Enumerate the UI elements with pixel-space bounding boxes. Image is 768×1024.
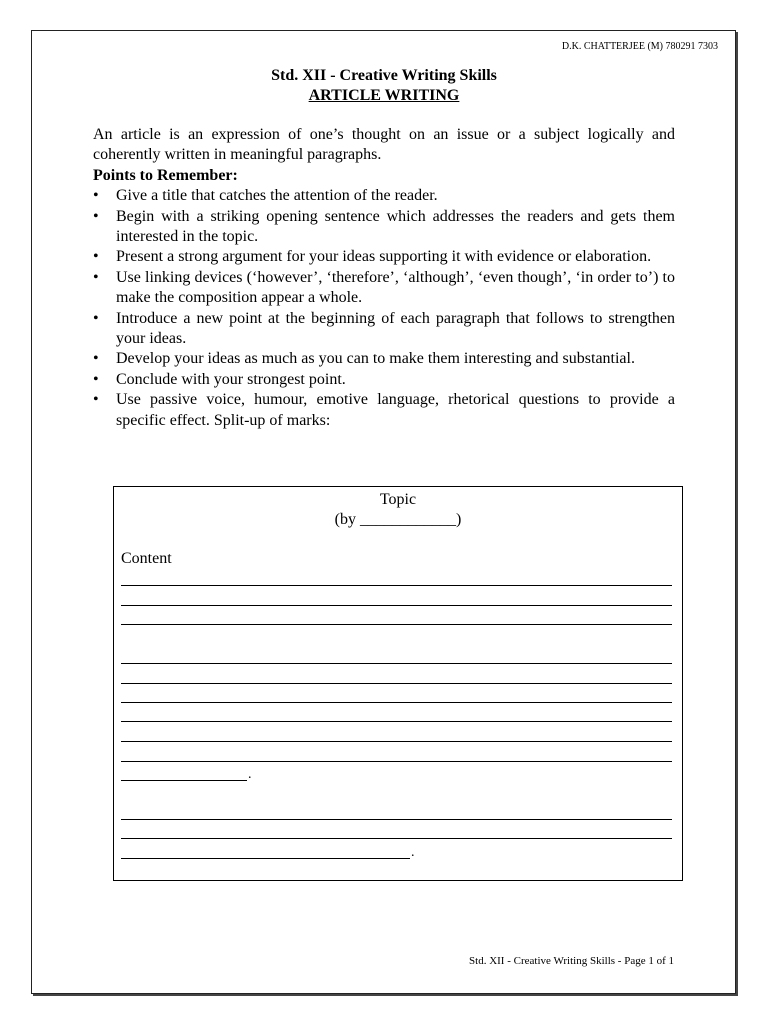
writing-line: [121, 683, 672, 684]
format-box: [113, 486, 683, 881]
writing-line: [121, 819, 672, 820]
page-footer: Std. XII - Creative Writing Skills - Page 1 of 1: [469, 955, 674, 967]
writing-line: [121, 780, 247, 781]
format-byline: (by ____________): [334, 511, 462, 528]
writing-line: [121, 761, 672, 762]
format-content-label: Content: [121, 550, 172, 567]
author-contact: D.K. CHATTERJEE (M) 780291 7303: [561, 41, 718, 52]
list-item: • Use passive voice, humour, emotive language, rhetorical questions to provide a specific effect. Split-up of marks:: [93, 390, 675, 431]
writing-line: [121, 721, 672, 722]
line-end-mark: .: [411, 845, 415, 860]
list-item: • Begin with a striking opening sentence which addresses the readers and gets them interested in the topic.: [93, 207, 675, 248]
list-item: • Present a strong argument for your ideas supporting it with evidence or elaboration.: [93, 247, 675, 267]
body-text: [93, 125, 675, 431]
writing-line: [121, 838, 672, 839]
page-subtitle: ARTICLE WRITING: [308, 87, 460, 104]
writing-line: [121, 741, 672, 742]
page-title: Std. XII - Creative Writing Skills: [271, 67, 497, 84]
intro-paragraph: An article is an expression of one’s thought on an issue or a subject logically and coherently written in meaningful paragraphs.: [93, 126, 675, 164]
line-end-mark: .: [248, 767, 252, 782]
writing-line: [121, 585, 672, 586]
writing-line: [121, 702, 672, 703]
points-heading: Points to Remember:: [93, 166, 238, 184]
writing-line: [121, 663, 672, 664]
writing-line: [121, 605, 672, 606]
points-list: [93, 186, 675, 431]
writing-line: [121, 624, 672, 625]
list-item: • Use linking devices (‘however’, ‘therefore’, ‘although’, ‘even though’, ‘in order to’) to make the composition appear a whole.: [93, 268, 675, 309]
list-item: • Give a title that catches the attention of the reader.: [93, 186, 675, 206]
list-item: • Introduce a new point at the beginning of each paragraph that follows to strengthen your ideas.: [93, 309, 675, 350]
writing-line: [121, 858, 410, 859]
list-item: • Develop your ideas as much as you can to make them interesting and substantial.: [93, 349, 675, 369]
format-topic: Topic: [379, 491, 417, 508]
list-item: • Conclude with your strongest point.: [93, 370, 675, 390]
